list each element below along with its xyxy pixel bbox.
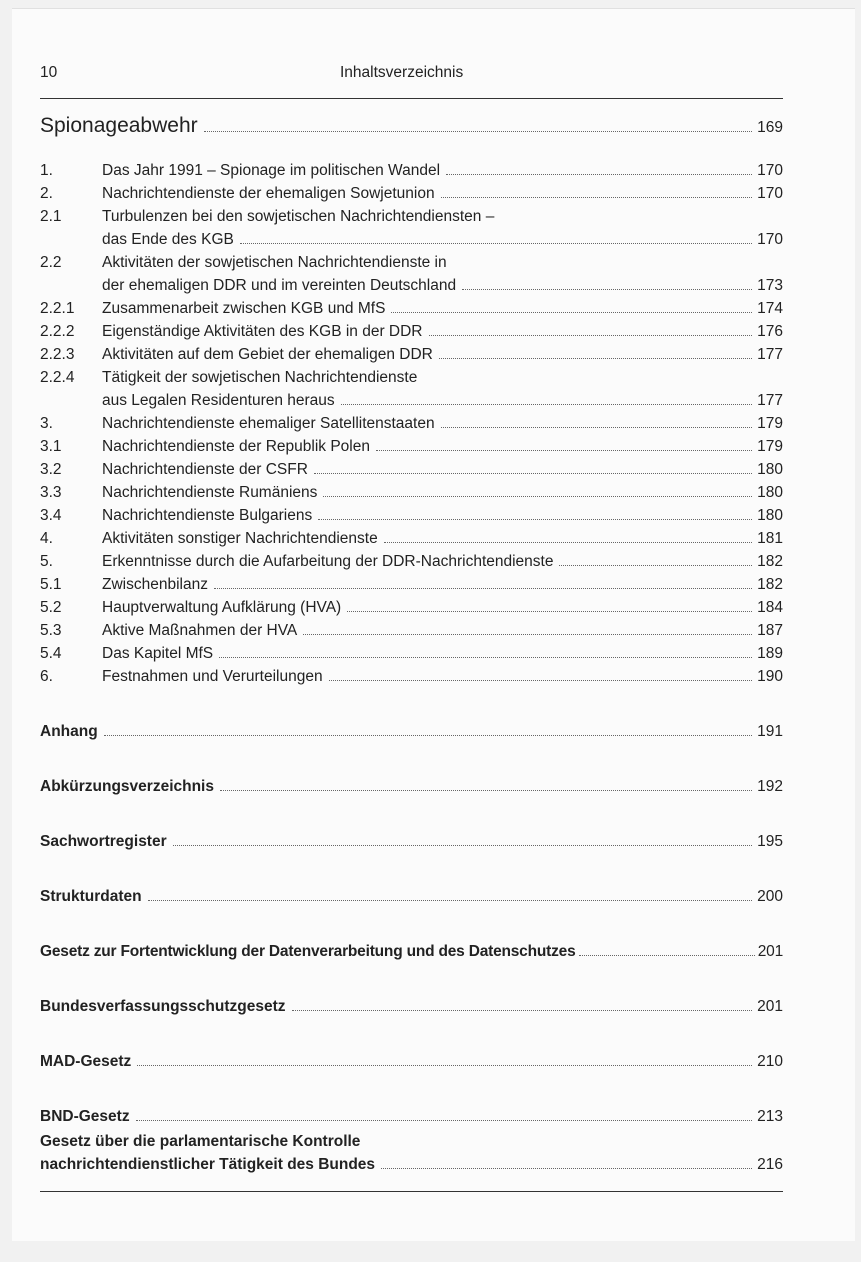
entry-number: 2.2.2 <box>40 323 75 340</box>
appendix-title: Gesetz zur Fortentwicklung der Datenverarbeitung und des Datenschutzes <box>40 943 576 960</box>
dot-leader <box>173 845 752 846</box>
dot-leader <box>441 197 753 198</box>
entry-page: 189 <box>757 645 783 662</box>
appendix-title: Strukturdaten <box>40 888 142 905</box>
dot-leader <box>220 790 752 791</box>
header-title: Inhaltsverzeichnis <box>340 64 464 81</box>
dot-leader <box>462 289 752 290</box>
dot-leader <box>137 1065 752 1066</box>
dot-leader <box>559 565 752 566</box>
entry-page: 181 <box>757 530 783 547</box>
entry-number: 4. <box>40 530 53 547</box>
entry-title: Erkenntnisse durch die Aufarbeitung der DDR-Nachrichtendienste <box>102 553 554 570</box>
entry-title: Zwischenbilanz <box>102 576 208 593</box>
entry-title: Festnahmen und Verurteilungen <box>102 668 323 685</box>
entry-title: das Ende des KGB <box>102 231 234 248</box>
appendix-title: BND-Gesetz <box>40 1108 130 1125</box>
entry-title: Nachrichtendienste der Republik Polen <box>102 438 370 455</box>
dot-leader <box>376 450 752 451</box>
appendix-page: 213 <box>757 1108 783 1125</box>
entry-page: 182 <box>757 576 783 593</box>
entry-page: 182 <box>757 553 783 570</box>
entry-number: 5.3 <box>40 622 62 639</box>
dot-leader <box>318 519 752 520</box>
entry-number: 2.2.4 <box>40 369 75 386</box>
appendix-page: 201 <box>757 943 783 960</box>
entry-title: Das Jahr 1991 – Spionage im politischen Wandel <box>102 162 441 179</box>
dot-leader <box>429 335 753 336</box>
entry-page: 190 <box>757 668 783 685</box>
dot-leader <box>347 611 752 612</box>
entry-title: Zusammenarbeit zwischen KGB und MfS <box>102 300 386 317</box>
entry-page: 170 <box>757 231 783 248</box>
dot-leader <box>341 404 752 405</box>
entry-page: 180 <box>757 484 783 501</box>
appendix-page: 210 <box>757 1053 783 1070</box>
entry-title: Das Kapitel MfS <box>102 645 214 662</box>
dot-leader <box>240 243 752 244</box>
dot-leader <box>446 174 752 175</box>
dot-leader <box>329 680 753 681</box>
entry-title: Aktive Maßnahmen der HVA <box>102 622 298 639</box>
entry-number: 3. <box>40 415 53 432</box>
entry-title: Aktivitäten sonstiger Nachrichtendienste <box>102 530 378 547</box>
entry-title: aus Legalen Residenturen heraus <box>102 392 335 409</box>
appendix-page: 200 <box>757 888 783 905</box>
dot-leader <box>219 657 752 658</box>
entry-number: 5. <box>40 553 53 570</box>
entry-number: 2.1 <box>40 208 62 225</box>
entry-number: 1. <box>40 162 53 179</box>
entry-page: 173 <box>757 277 783 294</box>
entry-title: Eigenständige Aktivitäten des KGB in der DDR <box>102 323 423 340</box>
appendix-title: nachrichtendienstlicher Tätigkeit des Bundes <box>40 1156 376 1173</box>
dot-leader <box>214 588 752 589</box>
dot-leader <box>439 358 752 359</box>
dot-leader <box>303 634 752 635</box>
dot-leader <box>381 1168 752 1169</box>
entry-page: 187 <box>757 622 783 639</box>
entry-title: Nachrichtendienste Bulgariens <box>102 507 313 524</box>
entry-title: Nachrichtendienste Rumäniens <box>102 484 318 501</box>
entry-number: 3.3 <box>40 484 62 501</box>
dot-leader <box>104 735 752 736</box>
entry-number: 2.2.3 <box>40 346 75 363</box>
document-page <box>12 8 855 1241</box>
entry-number: 5.2 <box>40 599 62 616</box>
dot-leader <box>441 427 753 428</box>
entry-number: 2. <box>40 185 53 202</box>
dot-leader <box>148 900 753 901</box>
entry-title: Hauptverwaltung Aufklärung (HVA) <box>102 599 342 616</box>
dot-leader <box>136 1120 753 1121</box>
entry-title: der ehemaligen DDR und im vereinten Deutschland <box>102 277 457 294</box>
appendix-title: Abkürzungsverzeichnis <box>40 778 214 795</box>
appendix-page: 216 <box>757 1156 783 1173</box>
entry-page: 174 <box>757 300 783 317</box>
appendix-page: 192 <box>757 778 783 795</box>
header-page-number: 10 <box>40 64 58 81</box>
entry-number: 2.2 <box>40 254 62 271</box>
entry-page: 170 <box>757 162 783 179</box>
entry-page: 170 <box>757 185 783 202</box>
entry-page: 180 <box>757 461 783 478</box>
appendix-title: Anhang <box>40 723 98 740</box>
entry-title: Nachrichtendienste der ehemaligen Sowjetunion <box>102 185 435 202</box>
entry-title: Nachrichtendienste der CSFR <box>102 461 308 478</box>
appendix-page: 201 <box>757 998 783 1015</box>
entry-page: 176 <box>757 323 783 340</box>
entry-page: 184 <box>757 599 783 616</box>
entry-number: 6. <box>40 668 53 685</box>
section-page: 169 <box>757 119 783 136</box>
dot-leader <box>204 131 753 132</box>
entry-number: 5.4 <box>40 645 62 662</box>
dot-leader <box>323 496 752 497</box>
entry-page: 179 <box>757 438 783 455</box>
entry-number: 3.2 <box>40 461 62 478</box>
entry-number: 3.4 <box>40 507 62 524</box>
entry-number: 3.1 <box>40 438 62 455</box>
appendix-page: 191 <box>757 723 783 740</box>
appendix-title: Sachwortregister <box>40 833 167 850</box>
dot-leader <box>314 473 752 474</box>
appendix-title: Bundesverfassungsschutzgesetz <box>40 998 286 1015</box>
entry-title-line1: Aktivitäten der sowjetischen Nachrichtendienste in <box>102 254 447 271</box>
dot-leader <box>391 312 752 313</box>
running-header <box>40 64 783 99</box>
appendix-title: MAD-Gesetz <box>40 1053 132 1070</box>
dot-leader <box>292 1010 753 1011</box>
dot-leader <box>384 542 752 543</box>
entry-title-line1: Tätigkeit der sowjetischen Nachrichtendienste <box>102 369 418 386</box>
entry-number: 5.1 <box>40 576 62 593</box>
entry-page: 177 <box>757 346 783 363</box>
appendix-page: 195 <box>757 833 783 850</box>
appendix-title-line1: Gesetz über die parlamentarische Kontrolle <box>40 1133 361 1150</box>
footer-rule <box>40 1191 783 1192</box>
entry-title: Aktivitäten auf dem Gebiet der ehemaligen DDR <box>102 346 433 363</box>
section-title: Spionageabwehr <box>40 114 198 137</box>
entry-page: 180 <box>757 507 783 524</box>
entry-title-line1: Turbulenzen bei den sowjetischen Nachrichtendiensten – <box>102 208 495 225</box>
dot-leader <box>579 955 755 956</box>
entry-title: Nachrichtendienste ehemaliger Satellitenstaaten <box>102 415 435 432</box>
entry-number: 2.2.1 <box>40 300 75 317</box>
entry-page: 177 <box>757 392 783 409</box>
entry-page: 179 <box>757 415 783 432</box>
